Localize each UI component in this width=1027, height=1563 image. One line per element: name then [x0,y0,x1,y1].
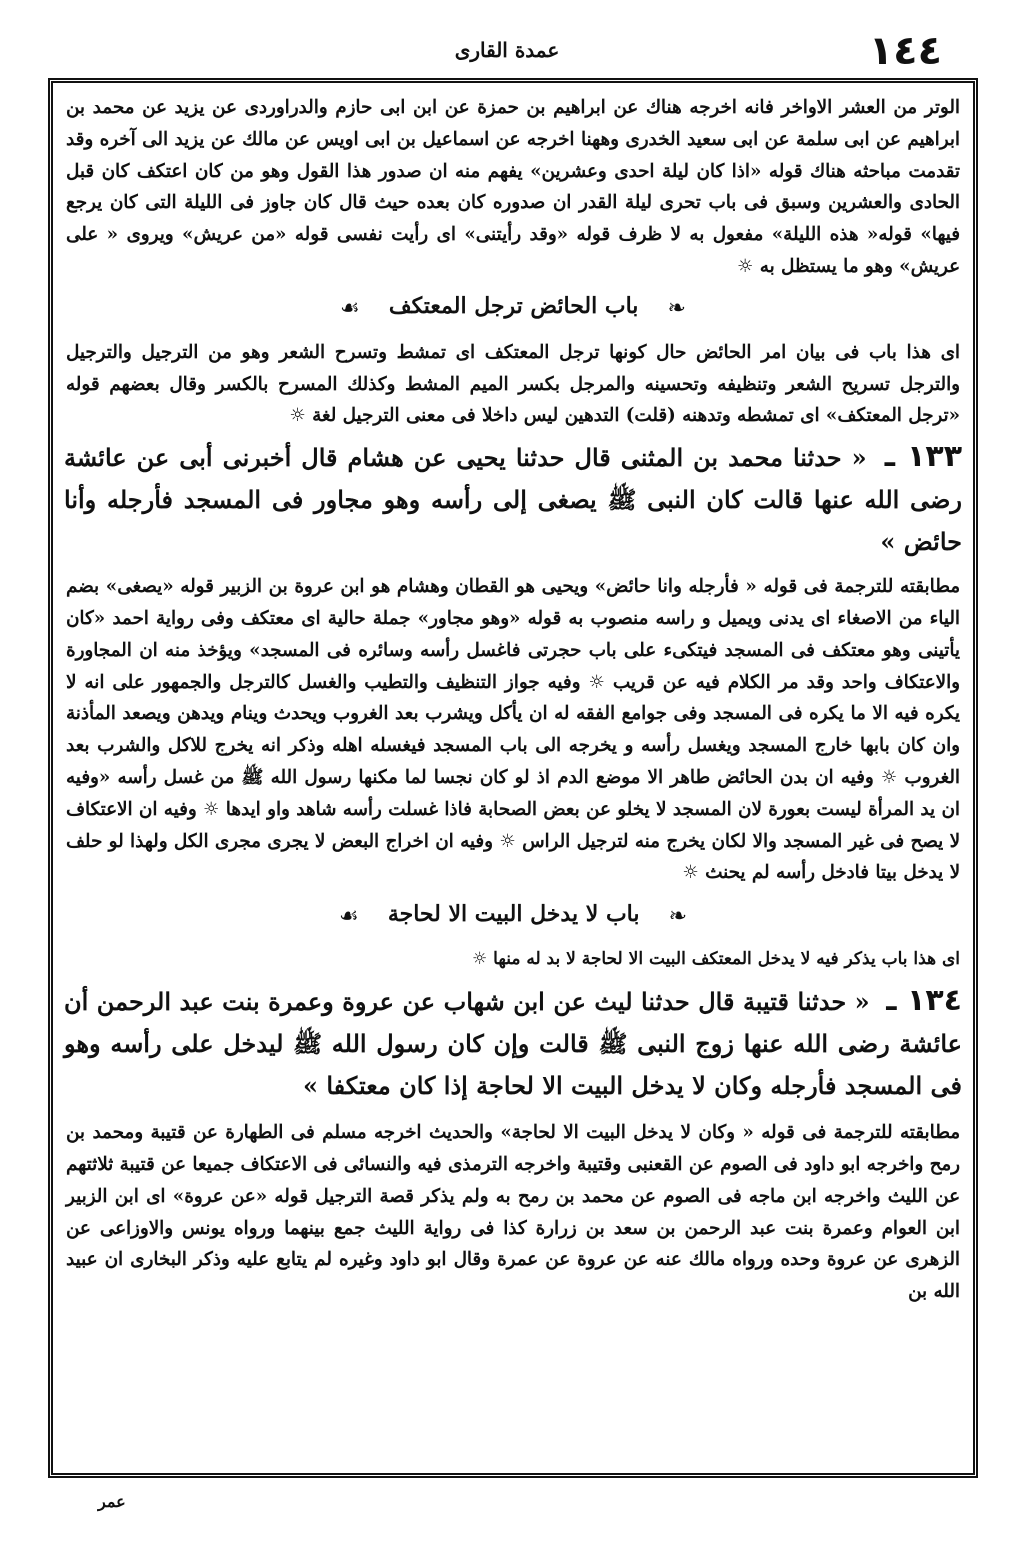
running-title: عمدة القارى [454,38,560,62]
catchword: عمر [98,1492,126,1511]
hadith-number: ١٣٤ ـ [886,983,962,1019]
page-body [60,86,966,1308]
ornament-right-icon: ☙ [338,904,359,930]
commentary-paragraph: اى هذا باب يذكر فيه لا يدخل المعتكف البيت الا لحاجة لا بد له منها ☼ [472,949,960,970]
commentary-paragraph: مطابقته للترجمة فى قوله « فأرجله وانا حائض» ويحيى هو القطان وهشام هو ابن عروة بن الزبير قوله «يصغى» بضم الياء من الاصغاء اى يدنى ويميل و راسه منصوب به قوله «وهو مجاور» جملة حالية اى معتكف وفى رواية احمد «كان يأتينى وهو معتكف فى المسجد فيتكىء على باب حجرتى فاغسل رأسه وسائره فى المسجد» ويؤخذ منه ان المجاورة والاعتكاف واحد وقد مر الكلام فيه عن قريب ☼ وفيه جواز التنظيف والتطيب والغسل كالترجل والجمهور على انه لا يكره فيه الا ما يكره فى المسجد وفى جوامع الفقه له ان يأكل ويشرب بعد الغروب ويحدث وينام ويدهن ويصعد المأذنة وان كان بابها خارج المسجد ويغسل رأسه و يخرجه الى باب المسجد فيغسله اهله وذكر انه يخرج للاكل والشرب بعد الغروب ☼ وفيه ان بدن الحائض طاهر الا موضع الدم اذ لو كان نجسا لما مكنها رسول الله ﷺ من غسل رأسه «وفيه ان يد المرأة ليست بعورة لان المسجد لا يخلو عن بعض الصحابة فاذا غسلت رأسه شاهد واو ايدها ☼ وفيه ان الاعتكاف لا يصح فى غير المسجد والا لكان يخرج منه لترجيل الراس ☼ وفيه ان اخراج البعض لا يجرى مجرى الكل ولهذا لو حلف لا يدخل بيتا فادخل رأسه لم يحنث ☼ [66,576,960,884]
page-number: ١٤٤ [868,28,942,74]
chapter-title: باب لا يدخل البيت الا لحاجة [387,901,640,928]
commentary-paragraph: اى هذا باب فى بيان امر الحائض حال كونها ترجل المعتكف اى تمشط وتسرح الشعر وهو من الترجيل والترجيل والترجل تسريح الشعر وتنظيفه وتحسينه والمرجل بكسر الميم المشط وكذلك المسرح بالكسر وقال بعضهم قوله «ترجل المعتكف» اى تمشطه وتدهنه (قلت) التدهين ليس داخلا فى معنى الترجيل لغة ☼ [66,341,960,427]
ornament-left-icon: ❧ [667,295,686,321]
hadith-text [64,436,962,563]
chapter-heading [60,285,966,335]
ornament-right-icon: ☙ [340,295,360,321]
hadith-body: « حدثنا محمد بن المثنى قال حدثنا يحيى عن هشام قال أخبرنى أبى عن عائشة رضى الله عنها قالت كان النبى ﷺ يصغى إلى رأسه وهو مجاور فى المسجد فأرجله وأنا حائض » [64,443,963,557]
page-header [62,28,952,74]
chapter-title: باب الحائض ترجل المعتكف [388,292,639,319]
commentary-paragraph: مطابقته للترجمة فى قوله « وكان لا يدخل البيت الا لحاجة» والحديث اخرجه مسلم فى الطهارة عن قتيبة ومحمد بن رمح واخرجه ابو داود فى الصوم عن القعنبى وقتيبة واخرجه الترمذى فيه والنسائى فى الاعتكاف جميعا عن قتيبة ثلاثتهم عن الليث واخرجه ابن ماجه فى الصوم عن محمد بن رمح به ولم يذكر قصة الترجيل قوله «عن عروة» اى ابن الزبير ابن العوام وعمرة بنت عبد الرحمن بن سعد بن زرارة كذا فى رواية الليث جمع بينهما ورواه يونس والاوزاعى عن الزهرى عن عروة وحده ورواه مالك عنه عن عروة عن عمرة وقال ابو داود وغيره لم يتابع عليه وذكر البخارى ان عبيد الله بن [66,1122,960,1303]
chapter-heading [60,893,966,943]
hadith-text [64,980,962,1107]
hadith-number: ١٣٣ ـ [884,439,963,475]
ornament-left-icon: ❧ [668,904,688,930]
hadith-body: « حدثنا قتيبة قال حدثنا ليث عن ابن شهاب عن عروة وعمرة بنت عبد الرحمن أن عائشة رضى الله عنها زوج النبى ﷺ قالت وإن كان رسول الله ﷺ ليدخل على رأسه وهو فى المسجد فأرجله وكان لا يدخل البيت الا لحاجة إذا كان معتكفا » [64,987,962,1101]
commentary-paragraph: الوتر من العشر الاواخر فانه اخرجه هناك عن ابراهيم بن حمزة عن ابن ابى حازم والدراوردى عن يزيد عن محمد بن ابراهيم عن ابى سلمة عن ابى سعيد الخدرى وههنا اخرجه عن اسماعيل بن ابى اويس عن مالك عن يزيد الى آخره وقد تقدمت مباحثه هناك قوله «اذا كان ليلة احدى وعشرين» يفهم منه ان صدور هذا القول وهو من كان اعتكف كان قبل الحادى والعشرين وسبق فى باب تحرى ليلة القدر ان صدوره كان بعده حيث قال كان جاوز فى الليلة التى كان يرجع فيها» قوله« هذه الليلة» مفعول به لا ظرف قوله «وقد رأيتنى» اى رأيت نفسى قوله «من عريش» ويروى « على عريش» وهو ما يستظل به ☼ [66,97,960,277]
